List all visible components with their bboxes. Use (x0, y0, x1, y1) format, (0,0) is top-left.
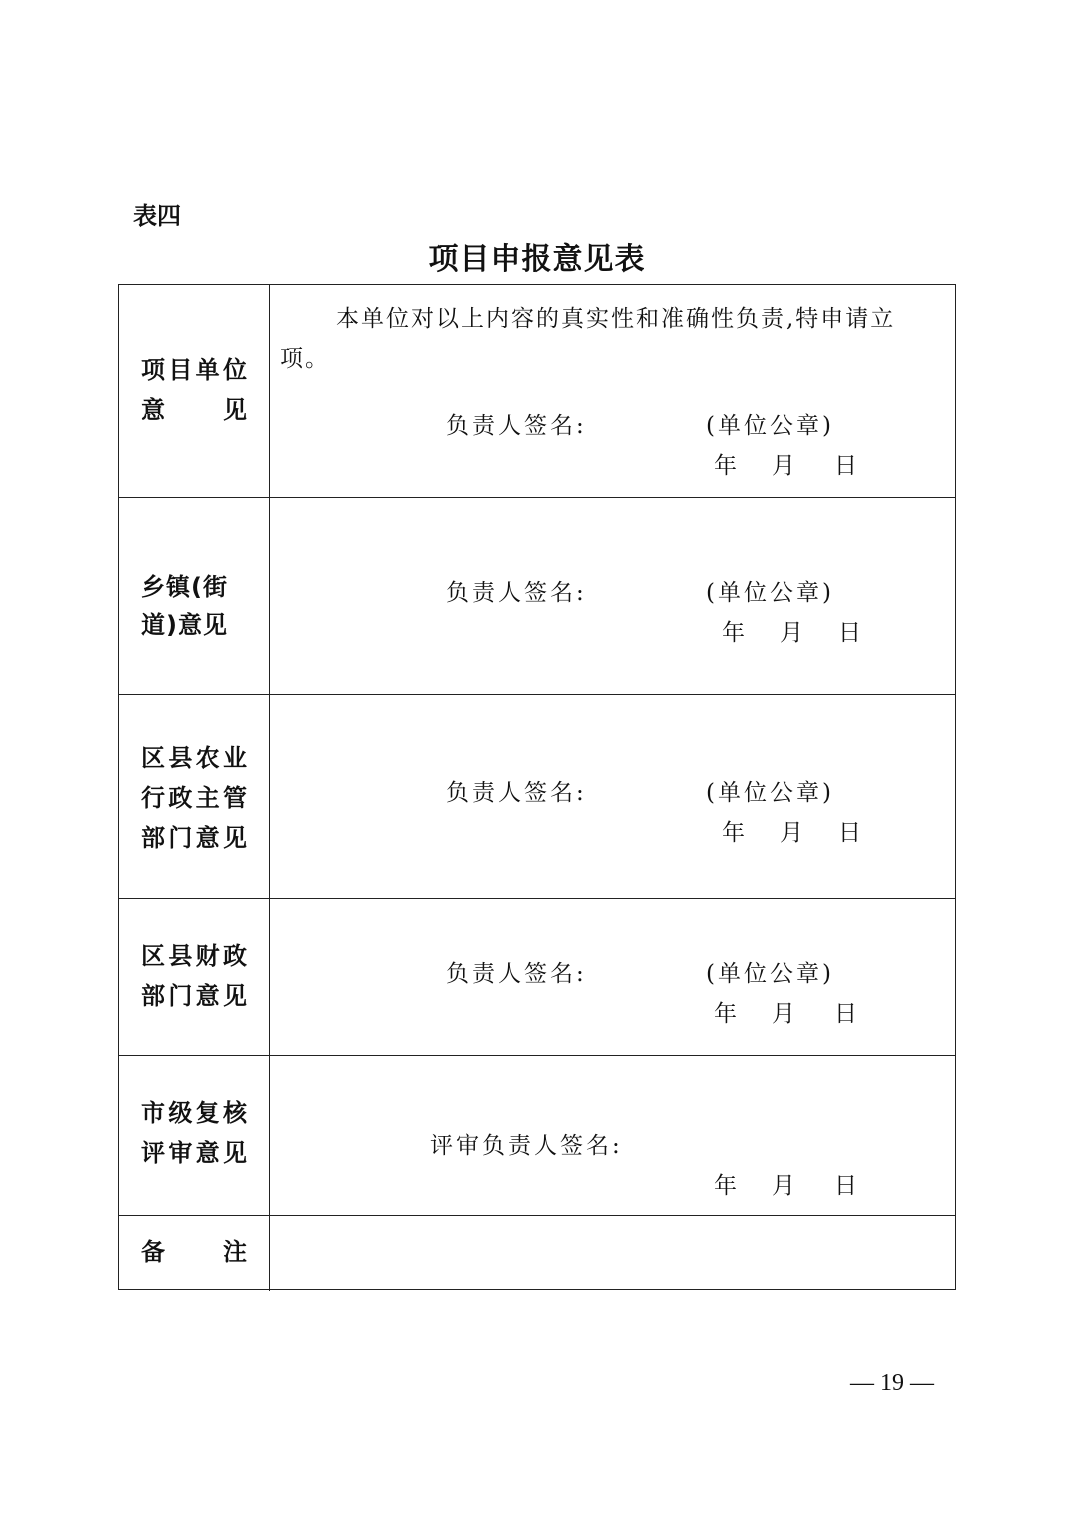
row-label-cell (119, 694, 270, 898)
date-day: 日 (838, 820, 861, 846)
row-label-line: 备 注 (141, 1238, 247, 1266)
date-month: 月 (772, 1001, 795, 1027)
seal-label: (单位公章) (706, 580, 834, 606)
row-label-cell (119, 1055, 270, 1215)
date-line (714, 995, 857, 1028)
row-label-line: 行 政 主 管 (141, 784, 247, 812)
date-line (722, 814, 861, 847)
form-row-county-agriculture (119, 694, 955, 899)
date-day: 日 (834, 1001, 857, 1027)
row-label-line: 区 县 财 政 (141, 942, 247, 970)
date-year: 年 (714, 1173, 737, 1199)
date-day: 日 (838, 620, 861, 646)
date-month: 月 (780, 820, 803, 846)
opinion-form-table (118, 284, 956, 1290)
row-label-cell (119, 1215, 270, 1291)
seal-label: (单位公章) (706, 961, 834, 987)
row-label-line: 区 县 农 业 (141, 744, 247, 772)
date-year: 年 (714, 453, 737, 479)
date-year: 年 (714, 1001, 737, 1027)
date-day: 日 (834, 453, 857, 479)
row-label-line: 乡镇(街 (141, 573, 228, 601)
date-month: 月 (772, 1173, 795, 1199)
form-row-project-unit (119, 285, 955, 498)
row-label-line: 项 目 单 位 (141, 356, 247, 384)
row-label-line: 部 门 意 见 (141, 982, 247, 1010)
date-line (714, 447, 857, 480)
row-label-line: 市 级 复 核 (141, 1099, 247, 1127)
row-label-line: 部 门 意 见 (141, 824, 247, 852)
statement-text: 本单位对以上内容的真实性和准确性负责,特申请立项。 (280, 306, 896, 372)
date-day: 日 (834, 1173, 857, 1199)
row-label-line: 意 见 (141, 396, 247, 424)
signature-label: 评审负责人签名: (430, 1133, 623, 1159)
signature-label: 负责人签名: (446, 961, 587, 987)
form-row-county-finance (119, 898, 955, 1056)
row-label-cell (119, 285, 270, 497)
seal-label: (单位公章) (706, 413, 834, 439)
opinion-cell[interactable] (270, 694, 955, 898)
date-year: 年 (722, 820, 745, 846)
opinion-cell[interactable] (270, 285, 955, 497)
seal-label: (单位公章) (706, 780, 834, 806)
page-number: — 19 — (850, 1370, 934, 1396)
date-month: 月 (772, 453, 795, 479)
date-line (714, 1167, 857, 1200)
date-month: 月 (780, 620, 803, 646)
opinion-cell[interactable] (270, 497, 955, 694)
row-label-line: 道)意见 (141, 611, 228, 639)
remarks-cell[interactable] (270, 1215, 955, 1291)
signature-label: 负责人签名: (446, 413, 587, 439)
opinion-cell[interactable] (270, 1055, 955, 1215)
row-label-cell (119, 497, 270, 694)
form-row-city-review (119, 1055, 955, 1216)
signature-label: 负责人签名: (446, 580, 587, 606)
signature-label: 负责人签名: (446, 780, 587, 806)
form-title: 项目申报意见表 (428, 242, 646, 277)
form-row-township (119, 497, 955, 695)
form-row-remarks (119, 1215, 955, 1291)
row-label-line: 评 审 意 见 (141, 1139, 247, 1167)
table-number-label: 表四 (133, 202, 181, 230)
date-line (722, 614, 861, 647)
opinion-cell[interactable] (270, 898, 955, 1055)
date-year: 年 (722, 620, 745, 646)
row-label-cell (119, 898, 270, 1055)
